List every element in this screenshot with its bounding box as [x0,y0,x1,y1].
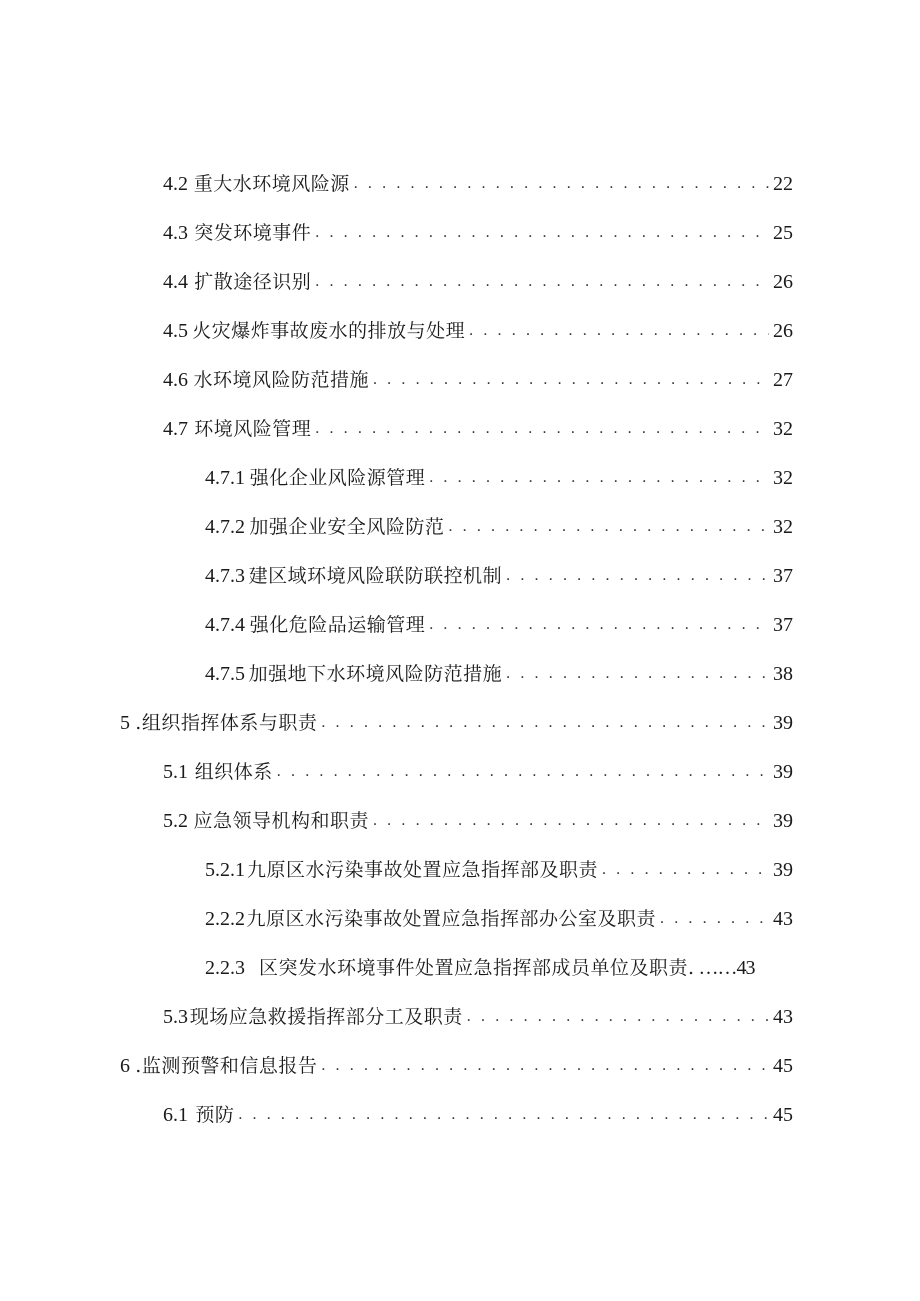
toc-entry-page: 37 [773,565,793,587]
dot-leader [602,858,769,882]
toc-entry-title: 加强企业安全风险防范 [249,516,445,538]
toc-entry-title: 重大水环境风险源 [193,173,350,195]
toc-entry-page: 26 [773,271,793,293]
toc-entry-page: 32 [773,467,793,489]
toc-entry-page: 43 [773,908,793,930]
dot-leader [315,270,769,294]
toc-entry-number: 4.4 [163,271,188,293]
toc-entry-page: 22 [773,173,793,195]
toc-entry-number: 4.7 [163,418,188,440]
toc-entry-title: 环境风险管理 [194,418,312,440]
toc-entry[interactable] [163,311,793,343]
toc-entry-page: 45 [773,1104,793,1126]
toc-entry-title: 强化危险品运输管理 [249,614,426,636]
toc-entry-page: 32 [773,516,793,538]
dot-leader [506,662,769,686]
toc-entry-title: .监测预警和信息报告 [135,1055,318,1077]
toc-entry[interactable] [163,409,793,441]
dot-leader [321,711,769,735]
toc-entry-number: 2.2.2 [205,908,245,930]
toc-entry-number: 5.2 [163,810,188,832]
toc-entry-title: 突发环境事件 [194,222,312,244]
toc-entry-number: 5.2.1 [205,859,245,881]
toc-entry-page: 39 [773,810,793,832]
toc-entry-title: 加强地下水环境风险防范措施 [248,663,503,685]
dot-leader [277,760,769,784]
dot-leader [429,466,769,490]
toc-entry[interactable] [205,899,793,931]
dot-leader [321,1054,769,1078]
toc-entry-title: 强化企业风险源管理 [249,467,426,489]
toc-entry-page: 39 [773,761,793,783]
dot-leader [354,172,769,196]
toc-entry-title: 现场应急救援指挥部分工及职责 [189,1006,463,1028]
toc-entry-number: 4.3 [163,222,188,244]
toc-entry-number: 2.2.3 [205,957,245,979]
toc-entry-title: 水环境风险防范措施 [193,369,369,391]
toc-entry[interactable] [163,801,793,833]
dot-leader [429,613,769,637]
toc-entry[interactable] [205,507,793,539]
dot-leader [238,1103,769,1127]
toc-entry-page: 45 [773,1055,793,1077]
toc-entry-title: 九原区水污染事故处置应急指挥部办公室及职责 [246,908,657,930]
toc-entry[interactable] [120,1046,793,1078]
toc-entry-number: 4.7.1 [205,467,245,489]
toc-entry-number: 4.7.3 [205,565,245,587]
toc-entry[interactable] [205,850,793,882]
toc-entry-title: 扩散途径识别 [194,271,312,293]
toc-entry-number: 4.5 [163,320,188,342]
dot-leader [467,1005,769,1029]
dot-leader [469,319,769,343]
dot-leader [506,564,769,588]
toc-entry[interactable] [163,360,793,392]
toc-entry-title: 火灾爆炸事故废水的排放与处理 [192,320,466,342]
toc-entry-page: 27 [773,369,793,391]
toc-entry-page: 37 [773,614,793,636]
toc-entry[interactable] [163,997,793,1029]
toc-entry-title: 预防 [195,1104,235,1126]
toc-entry-number: 5 [120,712,130,734]
toc-entry-page: 39 [773,859,793,881]
toc-entry-number: 4.6 [163,369,188,391]
dot-leader [315,417,769,441]
toc-entry-title: 组织体系 [194,761,273,783]
toc-entry[interactable] [163,752,793,784]
toc-entry[interactable] [205,654,793,686]
toc-entry[interactable] [163,262,793,294]
toc-entry-page: 32 [773,418,793,440]
dot-leader [448,515,769,539]
toc-entry-number: 4.7.4 [205,614,245,636]
toc-entry-title: .组织指挥体系与职责 [135,712,318,734]
toc-entry-page: 26 [773,320,793,342]
toc-entry-title: 应急领导机构和职责 [193,810,369,832]
toc-entry-number: 6 [120,1055,130,1077]
toc-entry-number: 5.3 [163,1006,188,1028]
toc-entry-page: 38 [773,663,793,685]
toc-entry-page: 39 [773,712,793,734]
dot-leader [315,221,769,245]
toc-entry-number: 4.2 [163,173,188,195]
toc-entry[interactable] [163,1095,793,1127]
toc-entry-title: 区突发水环境事件处置应急指挥部成员单位及职责. [259,957,695,979]
toc-entry[interactable] [205,556,793,588]
toc-entry-number: 4.7.5 [205,663,245,685]
toc-entry[interactable] [205,458,793,490]
toc-entry-page: 25 [773,222,793,244]
toc-entry-number: 4.7.2 [205,516,245,538]
toc-entry[interactable] [205,605,793,637]
toc-entry-page: 43 [773,1006,793,1028]
toc-entry[interactable] [120,703,793,735]
toc-entry-page: ……43 [698,957,755,979]
toc-entry[interactable] [163,164,793,196]
toc-entry[interactable] [205,948,793,980]
toc-entry-number: 6.1 [163,1104,188,1126]
toc-entry-number: 5.1 [163,761,188,783]
dot-leader [373,368,769,392]
toc-entry-title: 九原区水污染事故处置应急指挥部及职责 [246,859,598,881]
toc-entry[interactable] [163,213,793,245]
dot-leader [373,809,769,833]
dot-leader [660,907,769,931]
toc-entry-title: 建区域环境风险联防联控机制 [248,565,503,587]
